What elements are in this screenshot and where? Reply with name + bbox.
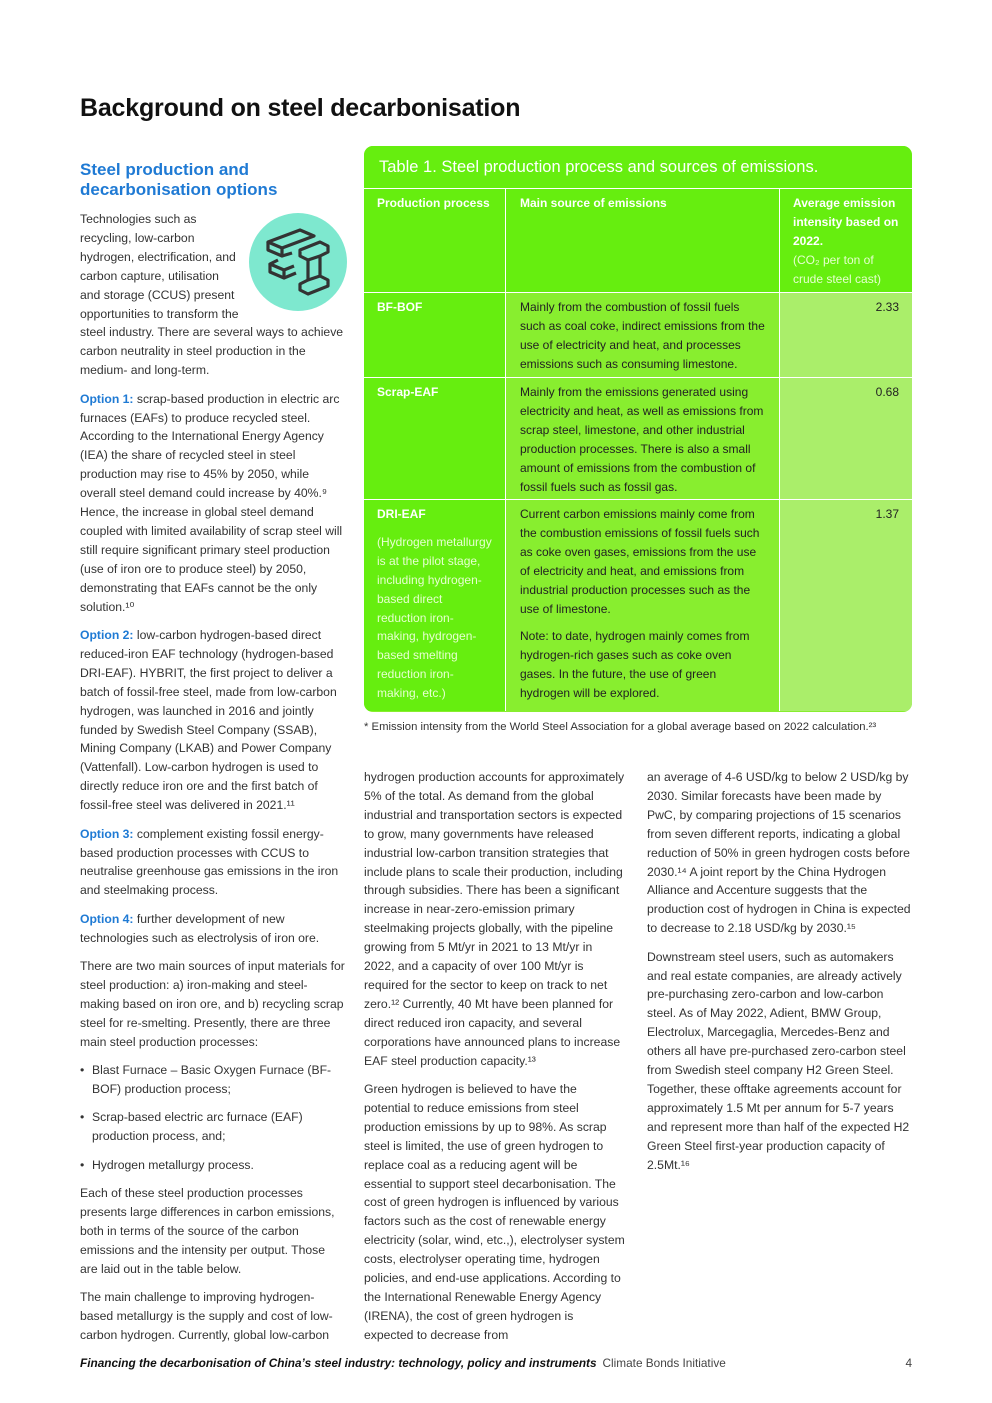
header-source: Main source of emissions: [505, 189, 779, 292]
table-footnote: * Emission intensity from the World Steel Association for a global average based on 2022 calculation.²³: [364, 721, 877, 733]
process-name: Scrap-EAF: [377, 385, 439, 399]
option-4-text: further development of new technologies such as electrolysis of iron ore.: [80, 911, 320, 945]
left-column: [80, 160, 346, 1354]
table-row: [364, 499, 912, 711]
process-cell: [364, 378, 505, 499]
section-heading: Steel production and decarbonisation options: [80, 160, 278, 199]
option-3-paragraph: [80, 825, 346, 901]
option-1-paragraph: [80, 390, 346, 617]
source-text: Mainly from the emissions generated using electricity and heat, as well as emissions from scrap steel, limestone, and other industrial production processes. There is also a small amount of emissions from the combustion of fossil fuels such as fossil gas.: [520, 385, 764, 494]
emissions-table: [364, 146, 912, 712]
middle-column: [364, 768, 626, 1354]
page-number: 4: [905, 1356, 912, 1370]
option-1-text: scrap-based production in electric arc furnaces (EAFs) to produce recycled steel. According to the International Energy Agency (IEA) the share of recycled steel in steel production may rise to 45% by 2050, while overall steel demand could increase by 40%.⁹ Hence, the increase in global steel demand coupled with limited availability of scrap steel will still require significant primary steel production (use of iron ore to produce steel) by 2050, demonstrating that EAFs cannot be the only solution.¹⁰: [80, 391, 343, 614]
option-2-text: low-carbon hydrogen-based direct reduced-iron EAF technology (hydrogen-based DRI-EAF). HYBRIT, the first project to deliver a batch of fossil-free steel, made from low-carbon hydrogen, was launched in 2016 and jointly funded by Swedish Steel Company (SSAB), Mining Company (LKAB) and Power Company (Vattenfall). Low-carbon hydrogen is used to directly reduce iron ore and the first batch of fossil-free steel was delivered in 2021.¹¹: [80, 628, 337, 813]
process-note: (Hydrogen metallurgy is at the pilot stage, including hydrogen-based direct reduction iron-making, hydrogen-based smelting reduction iron-making, etc.): [377, 534, 492, 701]
source-note: Note: to date, hydrogen mainly comes from hydrogen-rich gases such as coke oven gases. In the future, the use of green hydrogen will be explored.: [520, 629, 750, 701]
process-list: [80, 1061, 346, 1175]
source-cell: [505, 293, 779, 377]
header-intensity: Average emission intensity based on 2022.: [793, 196, 899, 248]
option-3-label: Option 3:: [80, 826, 134, 841]
sources-paragraph: There are two main sources of input materials for steel production: a) iron-making and steel-making based on iron ore, and b) recycling scrap steel for re-smelting. Presently, there are three main steel production processes:: [80, 959, 345, 1049]
process-name: BF-BOF: [377, 300, 423, 314]
table-title: Table 1. Steel production process and sources of emissions.: [364, 146, 912, 188]
process-cell: [364, 293, 505, 377]
list-item: • Hydrogen metallurgy process.: [80, 1156, 346, 1175]
header-intensity-cell: [779, 189, 912, 292]
right-paragraph-1: an average of 4-6 USD/kg to below 2 USD/kg by 2030. Similar forecasts have been made by PwC, by comparing projections of 15 scenarios from seven different reports, indicating a global reduction of 50% in green hydrogen costs before 2030.¹⁴ A joint report by the China Hydrogen Alliance and Accenture suggests that the production cost of hydrogen in China is expected to decrease to 2.18 USD/kg by 2030.¹⁵: [647, 770, 911, 936]
source-cell: [505, 378, 779, 499]
right-paragraph-2: Downstream steel users, such as automakers and real estate companies, are already actively pre-purchasing zero-carbon and low-carbon steel. As of May 2022, Adient, BMW Group, Electrolux, Marcegaglia, Mercedes-Benz and others all have pre-purchased zero-carbon steel from Swedish steel company H2 Green Steel. Together, these offtake agreements account for approximately 1.5 Mt per annum for 5-7 years and represent more than half of the expected H2 Green Steel first-year production capacity of 2.5Mt.¹⁶: [647, 949, 910, 1172]
source-cell: [505, 500, 779, 711]
intensity-cell: 0.68: [779, 378, 912, 499]
page-title: Background on steel decarbonisation: [80, 94, 521, 122]
table-header-row: [364, 188, 912, 292]
list-item: • Blast Furnace – Basic Oxygen Furnace (BF-BOF) production process;: [80, 1061, 346, 1099]
intensity-cell: 1.37: [779, 500, 912, 711]
middle-paragraph-1: hydrogen production accounts for approximately 5% of the total. As demand from the global industrial and transportation sectors is expected to grow, many governments have released industrial low-carbon transition strategies that include plans to scale their production, including through subsidies. There has been a significant increase in near-zero-emission primary steelmaking projects globally, with the pipeline growing from 5 Mt/yr in 2021 to 13 Mt/yr in 2022, and a capacity of over 100 Mt/yr is required for the sector to keep on track to net zero.¹² Currently, 40 Mt have been planned for direct reduced iron capacity, and several corporations have announced plans to increase EAF steel production capacity.¹³: [364, 770, 625, 1068]
middle-paragraph-2: Green hydrogen is believed to have the potential to reduce emissions from steel production emissions by up to 98%. As scrap steel is limited, the use of green hydrogen to replace coal as a reducing agent will be essential to support steel decarbonisation. The cost of green hydrogen is influenced by various factors such as the cost of renewable energy electricity (solar, wind, etc.,), electrolyser system costs, electrolyser operating time, hydrogen policies, and end-use applications. According to the International Renewable Energy Agency (IRENA), the cost of green hydrogen is expected to decrease from: [364, 1082, 625, 1342]
differences-paragraph: Each of these steel production processes presents large differences in carbon emissions, both in terms of the source of the carbon emissions and the intensity per output. Those are laid out in the table below.: [80, 1186, 335, 1276]
challenge-paragraph: The main challenge to improving hydrogen-based metallurgy is the supply and cost of low-carbon hydrogen. Currently, global low-carbon: [80, 1290, 333, 1342]
footer-org: Climate Bonds Initiative: [602, 1356, 726, 1370]
header-intensity-unit: (CO₂ per ton of crude steel cast): [793, 252, 882, 286]
steel-beam-icon: [248, 212, 348, 312]
option-4-paragraph: [80, 910, 346, 948]
source-text: Mainly from the combustion of fossil fuels such as coal coke, indirect emissions from the use of electricity and heat, and processes emissions such as consuming limestone.: [520, 300, 765, 371]
intro-paragraph: Technologies such as recycling, low-carbon hydrogen, electrification, and carbon capture, utilisation and storage (CCUS) present opportunities to transform the steel industry. There are several ways to achieve carbon neutrality in steel production in the medium- and long-term.: [80, 212, 344, 378]
header-process: Production process: [364, 189, 505, 292]
list-item: • Scrap-based electric arc furnace (EAF) production process, and;: [80, 1108, 346, 1146]
option-3-text: complement existing fossil energy-based production processes with CCUS to neutralise greenhouse gas emissions in the iron and steelmaking process.: [80, 826, 339, 898]
source-text: Current carbon emissions mainly come from the combustion emissions of fossil fuels such as coke oven gases, emissions from the use of electricity and heat, and emissions from industrial production processes such as the use of limestone.: [520, 507, 760, 616]
footer-title: Financing the decarbonisation of China’s steel industry: technology, policy and instruments: [80, 1356, 597, 1370]
table-row: [364, 292, 912, 377]
process-cell: [364, 500, 505, 711]
option-2-paragraph: [80, 626, 346, 815]
option-2-label: Option 2:: [80, 628, 134, 643]
table-row: [364, 377, 912, 499]
process-name: DRI-EAF: [377, 507, 426, 521]
option-4-label: Option 4:: [80, 911, 134, 926]
right-column: [647, 768, 912, 1184]
intensity-cell: 2.33: [779, 293, 912, 377]
page-footer: [80, 1356, 912, 1370]
option-1-label: Option 1:: [80, 391, 134, 406]
